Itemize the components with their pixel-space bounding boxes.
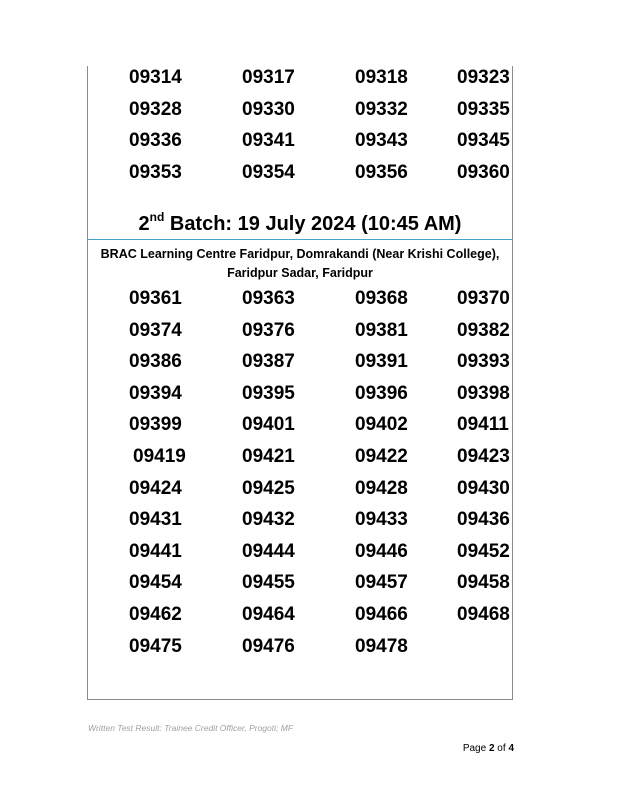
roll-number: 09446 bbox=[355, 540, 408, 562]
page-word: Page bbox=[462, 743, 489, 754]
table-row bbox=[88, 541, 512, 573]
roll-number: 09393 bbox=[457, 351, 510, 373]
table-row bbox=[88, 446, 512, 478]
roll-number: 09462 bbox=[129, 604, 182, 625]
batch-ordinal-suffix: nd bbox=[149, 210, 165, 225]
roll-number: 09396 bbox=[355, 382, 408, 404]
roll-number: 09422 bbox=[355, 446, 408, 467]
results-table-box bbox=[87, 66, 513, 700]
roll-number: 09343 bbox=[355, 130, 408, 151]
roll-number: 09382 bbox=[457, 319, 510, 341]
roll-number: 09423 bbox=[457, 446, 510, 467]
table-row bbox=[88, 478, 512, 510]
batch-heading bbox=[88, 212, 512, 236]
table-row bbox=[88, 288, 512, 320]
table-row bbox=[88, 162, 512, 194]
section-divider bbox=[88, 239, 512, 240]
table-row bbox=[88, 351, 512, 383]
roll-number: 09323 bbox=[457, 67, 510, 88]
roll-number: 09424 bbox=[129, 477, 182, 499]
roll-number: 09478 bbox=[355, 635, 408, 657]
table-row bbox=[88, 99, 512, 131]
roll-number: 09398 bbox=[457, 382, 510, 404]
roll-number: 09468 bbox=[457, 604, 510, 625]
roll-number: 09368 bbox=[355, 288, 408, 309]
roll-number: 09353 bbox=[129, 162, 182, 183]
roll-number: 09466 bbox=[355, 604, 408, 625]
roll-number: 09425 bbox=[242, 477, 295, 499]
roll-number: 09457 bbox=[355, 572, 408, 594]
roll-number: 09374 bbox=[129, 319, 182, 341]
page-number bbox=[463, 743, 514, 754]
table-row bbox=[88, 383, 512, 415]
roll-number: 09391 bbox=[355, 351, 408, 373]
roll-number: 09401 bbox=[242, 414, 295, 436]
roll-number: 09394 bbox=[129, 382, 182, 404]
roll-number: 09354 bbox=[242, 162, 295, 183]
roll-number: 09433 bbox=[355, 509, 408, 531]
venue-line-1: BRAC Learning Centre Faridpur, Domrakandi (Near Krishi College), bbox=[100, 247, 500, 261]
table-row bbox=[88, 414, 512, 446]
roll-number: 09419 bbox=[133, 446, 186, 467]
roll-number: 09345 bbox=[457, 130, 510, 151]
roll-number: 09381 bbox=[355, 319, 408, 341]
roll-number: 09458 bbox=[457, 572, 510, 594]
roll-number: 09395 bbox=[242, 382, 295, 404]
roll-number: 09356 bbox=[355, 162, 408, 183]
roll-number: 09432 bbox=[242, 509, 295, 531]
roll-number: 09476 bbox=[242, 635, 295, 657]
roll-number: 09318 bbox=[355, 67, 408, 88]
roll-number: 09421 bbox=[242, 446, 295, 467]
roll-number: 09317 bbox=[242, 67, 295, 88]
roll-number: 09402 bbox=[355, 414, 408, 436]
roll-number: 09455 bbox=[242, 572, 295, 594]
table-row bbox=[88, 67, 512, 99]
table-row bbox=[88, 320, 512, 352]
roll-number: 09475 bbox=[129, 635, 182, 657]
roll-number: 09328 bbox=[129, 99, 182, 120]
table-row bbox=[88, 572, 512, 604]
roll-number: 09387 bbox=[242, 351, 295, 373]
roll-number: 09444 bbox=[242, 540, 295, 562]
table-row bbox=[88, 130, 512, 162]
page-current: 2 bbox=[488, 743, 495, 754]
table-row bbox=[88, 604, 512, 636]
page-total: 4 bbox=[508, 743, 514, 754]
roll-number: 09314 bbox=[129, 67, 182, 88]
table-row bbox=[88, 636, 512, 668]
roll-number: 09454 bbox=[129, 572, 182, 594]
roll-number: 09363 bbox=[242, 288, 295, 309]
roll-number: 09376 bbox=[242, 319, 295, 341]
roll-number: 09370 bbox=[457, 288, 510, 309]
roll-number: 09452 bbox=[457, 540, 510, 562]
roll-number: 09411 bbox=[457, 414, 509, 436]
roll-number: 09360 bbox=[457, 162, 510, 183]
page-of: of bbox=[494, 743, 509, 754]
document-footer-label: Written Test Result: Trainee Credit Officer, Progoti; MF bbox=[88, 723, 294, 733]
roll-number: 09441 bbox=[129, 540, 182, 562]
roll-number: 09430 bbox=[457, 477, 510, 499]
roll-number: 09361 bbox=[129, 288, 182, 309]
roll-number: 09428 bbox=[355, 477, 408, 499]
roll-number: 09431 bbox=[129, 509, 182, 531]
roll-number: 09436 bbox=[457, 509, 510, 531]
roll-number: 09336 bbox=[129, 130, 182, 151]
batch-ordinal-number: 2 bbox=[138, 213, 150, 235]
roll-number: 09399 bbox=[129, 414, 182, 436]
roll-number: 09464 bbox=[242, 604, 295, 625]
roll-number: 09386 bbox=[129, 351, 182, 373]
roll-number: 09341 bbox=[242, 130, 295, 151]
table-row bbox=[88, 509, 512, 541]
roll-number: 09332 bbox=[355, 99, 408, 120]
roll-number: 09330 bbox=[242, 99, 295, 120]
venue-line-2: Faridpur Sadar, Faridpur bbox=[227, 266, 373, 280]
batch-date-time: Batch: 19 July 2024 (10:45 AM) bbox=[164, 213, 462, 235]
roll-number: 09335 bbox=[457, 99, 510, 120]
